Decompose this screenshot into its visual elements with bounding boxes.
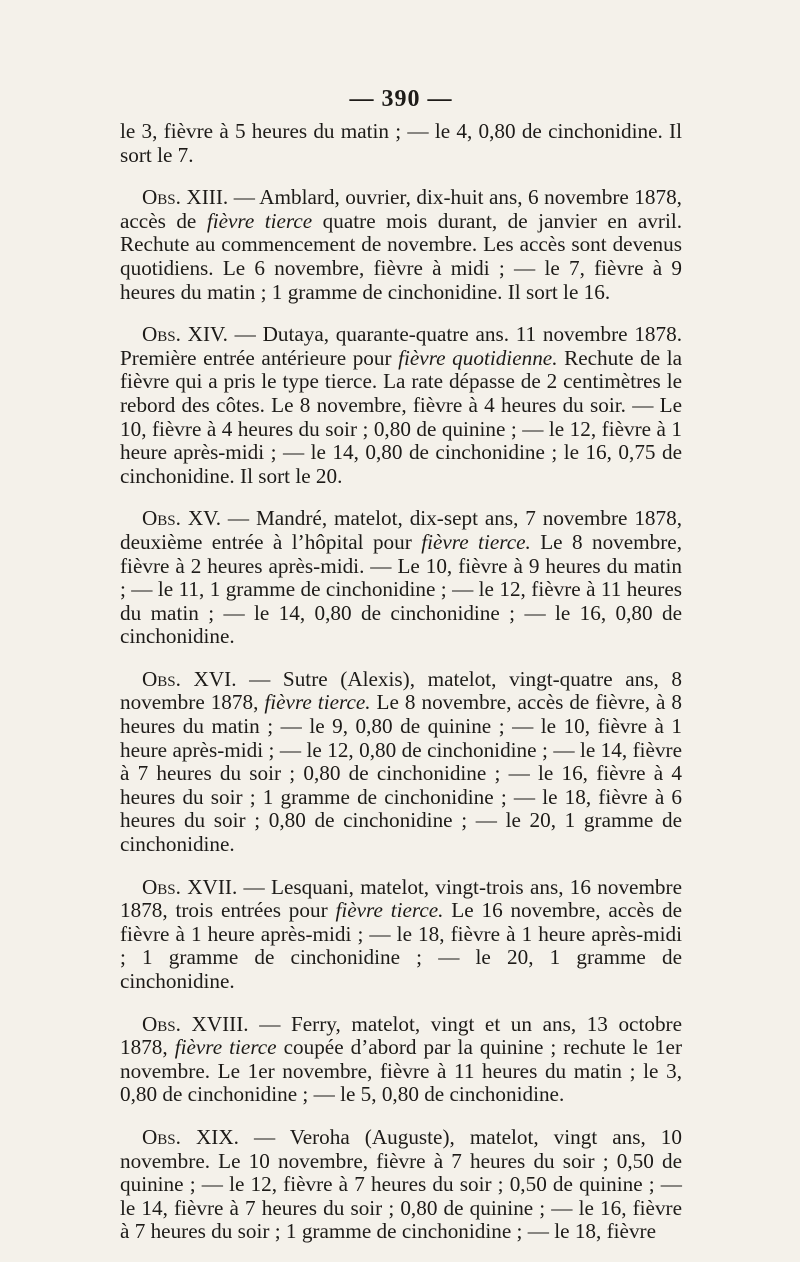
observation-italic: fièvre tierce bbox=[206, 208, 313, 233]
observation-italic: fièvre tierce. bbox=[264, 690, 371, 715]
observation-text: — Dutaya, quarante-quatre ans. 11 novembre 1878. Première entrée antérieure pour bbox=[120, 322, 682, 370]
observation-text: coupée d’abord par la quinine ; rechute le 1er novembre. Le 1er novembre, fièvre à 11 heures du matin ; le 3, 0,80 de cinchonidine ; — le 5, 0,80 de cinchonidine. bbox=[120, 1035, 683, 1107]
observation-label: Obs. XVI. bbox=[142, 666, 237, 691]
page-number: — 390 — bbox=[349, 86, 453, 112]
observation-text: Rechute de la fièvre qui a pris le type tierce. La rate dépasse de 2 centimètres le rebord des côtes. Le 8 novembre, fièvre à 4 heures du soir. — Le 10, fièvre à 4 heures du soir ; 0,80 de quinine ; — le 12, fièvre à 1 heure après-midi ; — le 14, 0,80 de cinchonidine ; le 16, 0,75 de cinchonidine. Il sort le 20. bbox=[120, 345, 682, 488]
observation-text: Le 8 novembre, accès de fièvre, à 8 heures du matin ; — le 9, 0,80 de quinine ; — le 10, fièvre à 1 heure après-midi ; — le 12, 0,80 de cinchonidine ; — le 14, fièvre à 7 heures du soir ; 0,80 de cinchonidine ; — le 16, fièvre à 4 heures du soir ; 1 gramme de cinchonidine ; — le 18, fièvre à 6 heures du soir ; 0,80 de cinchonidine ; — le 20, 1 gramme de cinchonidine. bbox=[120, 690, 682, 857]
observation-xv bbox=[120, 507, 682, 649]
observation-italic: fièvre quotidienne. bbox=[398, 345, 558, 370]
observation-xvi bbox=[120, 668, 682, 857]
observation-text: Le 8 novembre, fièvre à 2 heures après-midi. — Le 10, fièvre à 9 heures du matin ; — le 11, 1 gramme de cinchonidine ; — le 12, fièvre à 11 heures du matin ; — le 14, 0,80 de cinchonidine ; — le 16, 0,80 de cinchonidine. bbox=[120, 529, 683, 649]
observation-text: — Veroha (Auguste), matelot, vingt ans, 10 novembre. Le 10 novembre, fièvre à 7 heures du soir ; 0,50 de quinine ; — le 12, fièvre à 7 heures du soir ; 0,50 de quinine ; — le 14, fièvre à 7 heures du soir ; 0,80 de quinine ; — le 16, fièvre à 7 heures du soir ; 1 gramme de cinchonidine ; — le 18, fièvre bbox=[120, 1124, 682, 1244]
observation-label: Obs. XIII. bbox=[142, 185, 229, 210]
observation-label: Obs. XIX. bbox=[142, 1124, 239, 1149]
observation-italic: fièvre tierce. bbox=[335, 898, 444, 923]
observation-xviii bbox=[120, 1013, 682, 1107]
observation-label: Obs. XVII. bbox=[142, 874, 238, 899]
observation-xiii bbox=[120, 186, 682, 304]
observation-text: — Mandré, matelot, dix-sept ans, 7 novembre 1878, deuxième entrée à l’hôpital pour bbox=[120, 506, 682, 554]
observation-italic: fièvre tierce bbox=[174, 1035, 277, 1060]
observation-text: quatre mois durant, de janvier en avril. Rechute au commencement de novembre. Les accès sont devenus quotidiens. Le 6 novembre, fièvre à midi ; — le 7, fièvre à 9 heures du matin ; 1 gramme de cinchonidine. Il sort le 16. bbox=[120, 208, 683, 304]
observation-text: — Amblard, ouvrier, dix-huit ans, 6 novembre 1878, accès de bbox=[120, 185, 682, 233]
observation-text: — Ferry, matelot, vingt et un ans, 13 octobre 1878, bbox=[120, 1011, 682, 1060]
lead-paragraph: le 3, fièvre à 5 heures du matin ; — le 4, 0,80 de cinchonidine. Il sort le 7. bbox=[120, 119, 682, 167]
observation-xiv bbox=[120, 323, 682, 488]
observation-text: Le 16 novembre, accès de fièvre à 1 heure après-midi ; — le 18, fièvre à 1 heure après-midi ; 1 gramme de cinchonidine ; — le 20, 1 gramme de cinchonidine. bbox=[120, 898, 683, 993]
observation-xvii bbox=[120, 876, 682, 994]
observation-label: Obs. XVIII. bbox=[142, 1011, 249, 1036]
observation-text: — Lesquani, matelot, vingt-trois ans, 16 novembre 1878, trois entrées pour bbox=[120, 874, 682, 923]
observation-label: Obs. XIV. bbox=[142, 322, 228, 347]
observation-label: Obs. XV. bbox=[142, 506, 221, 531]
observation-text: — Sutre (Alexis), matelot, vingt-quatre ans, 8 novembre 1878, bbox=[120, 666, 682, 715]
observation-italic: fièvre tierce. bbox=[421, 529, 531, 554]
observation-xix bbox=[120, 1126, 682, 1244]
